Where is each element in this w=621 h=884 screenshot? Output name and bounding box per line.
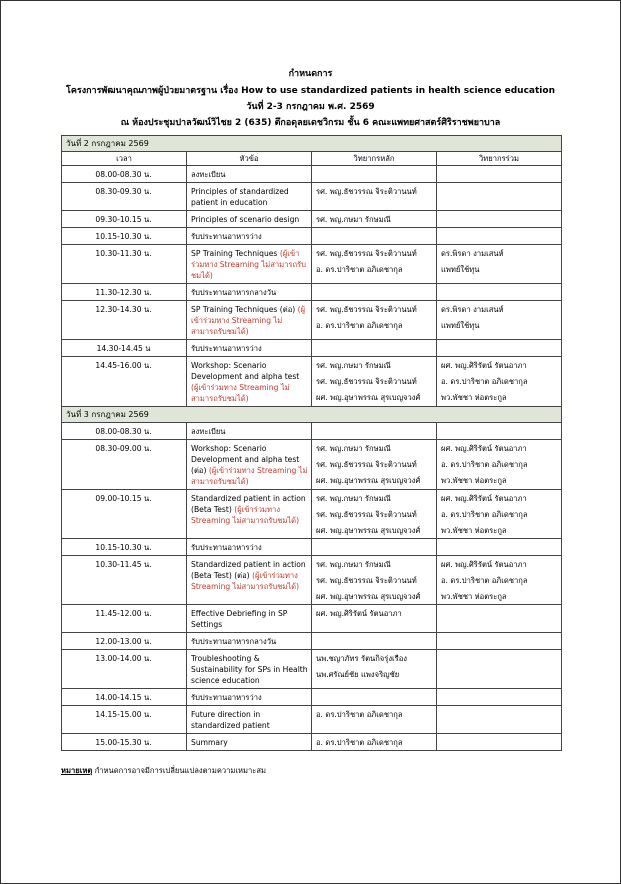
footnote-label: หมายเหตุ — [61, 766, 93, 775]
co-speakers — [437, 440, 562, 490]
co-speakers — [437, 689, 562, 706]
speaker-name: อ. ดร.ปาริชาต อภิเดชากุล — [441, 510, 528, 519]
session-topic — [187, 706, 312, 734]
co-speakers — [437, 734, 562, 751]
speaker-name: รศ. พญ.กษมา รักษมณี — [316, 444, 391, 453]
speaker-name: ผศ. พญ.อุษาพรรณ สุรเบญจวงศ์ — [316, 526, 421, 535]
footnote — [61, 765, 266, 777]
session-topic — [187, 556, 312, 605]
column-header: เวลา — [62, 152, 187, 166]
session-time: 09.00-10.15 น. — [62, 490, 187, 539]
table-row — [62, 340, 562, 357]
topic-text: Principles of standardized patient in education — [191, 187, 289, 207]
speaker-name: อ. ดร.ปาริชาต อภิเดชากุล — [316, 738, 403, 747]
table-row — [62, 284, 562, 301]
speaker-name: พว.พัชชา ห่อตระกูล — [441, 393, 507, 402]
speaker-name: แพทย์ใช้ทุน — [441, 321, 480, 330]
session-topic — [187, 490, 312, 539]
main-speakers — [312, 357, 437, 407]
session-time: 08.00-08.30 น. — [62, 166, 187, 183]
column-header: วิทยากรหลัก — [312, 152, 437, 166]
session-topic — [187, 357, 312, 407]
session-topic — [187, 689, 312, 706]
session-topic — [187, 284, 312, 301]
main-speakers — [312, 689, 437, 706]
table-row — [62, 357, 562, 407]
table-row — [62, 211, 562, 228]
co-speakers — [437, 340, 562, 357]
co-speakers — [437, 183, 562, 211]
session-time: 11.45-12.00 น. — [62, 605, 187, 633]
schedule-table — [61, 135, 562, 751]
session-time: 15.00-15.30 น. — [62, 734, 187, 751]
topic-text: SP Training Techniques (ต่อ) — [191, 305, 296, 314]
co-speakers — [437, 228, 562, 245]
speaker-name: อ. ดร.ปาริชาต อภิเดชากุล — [441, 377, 528, 386]
speaker-name: พว.พัชชา ห่อตระกูล — [441, 592, 507, 601]
topic-text: Standardized patient in action (Beta Test) — [191, 494, 306, 514]
table-row — [62, 556, 562, 605]
session-topic — [187, 423, 312, 440]
column-header-row — [62, 152, 562, 166]
column-header: หัวข้อ — [187, 152, 312, 166]
speaker-name: รศ. พญ.กษมา รักษมณี — [316, 215, 391, 224]
co-speakers — [437, 605, 562, 633]
session-topic — [187, 166, 312, 183]
topic-text: Workshop: Scenario Development and alpha test — [191, 361, 300, 381]
topic-text: รับประทานอาหารกลางวัน — [191, 637, 277, 646]
table-row — [62, 183, 562, 211]
event-venue: ณ ห้องประชุมปาลวัฒน์วิไชย 2 (635) ตึกอดุลยเดชวิกรม ชั้น 6 คณะแพทยศาสตร์ศิริราชพยาบาล — [120, 118, 501, 128]
main-speakers — [312, 734, 437, 751]
speaker-name: ผศ. พญ.อุษาพรรณ สุรเบญจวงศ์ — [316, 476, 421, 485]
speaker-name: ผศ. พญ.ศิริรัตน์ รัตนอาภา — [441, 444, 527, 453]
session-time: 11.30-12.30 น. — [62, 284, 187, 301]
table-row — [62, 605, 562, 633]
session-time: 10.15-10.30 น. — [62, 539, 187, 556]
main-speakers — [312, 556, 437, 605]
speaker-name: รศ. พญ.ธัชวรรณ จิระติวานนท์ — [316, 377, 417, 386]
speaker-name: รศ. พญ.กษมา รักษมณี — [316, 494, 391, 503]
speaker-name: พว.พัชชา ห่อตระกูล — [441, 526, 507, 535]
session-time: 08.30-09.30 น. — [62, 183, 187, 211]
session-time: 08.30-09.00 น. — [62, 440, 187, 490]
co-speakers — [437, 539, 562, 556]
main-speakers — [312, 650, 437, 689]
topic-text: Principles of scenario design — [191, 215, 300, 224]
speaker-name: รศ. พญ.ธัชวรรณ จิระติวานนท์ — [316, 510, 417, 519]
streaming-note: (ผู้เข้าร่วมทาง Streaming ไม่สามารถรับชมได้) — [191, 466, 308, 486]
event-dates: วันที่ 2-3 กรกฎาคม พ.ศ. 2569 — [246, 102, 375, 112]
main-speakers — [312, 605, 437, 633]
main-speakers — [312, 706, 437, 734]
project-name: โครงการพัฒนาคุณภาพผู้ป่วยมาตรฐาน เรื่อง How to use standardized patients in health science education — [66, 86, 555, 96]
session-time: 10.30-11.30 น. — [62, 245, 187, 284]
topic-text: SP Training Techniques — [191, 249, 278, 258]
speaker-name: ผศ. พญ.ศิริรัตน์ รัตนอาภา — [441, 494, 527, 503]
session-topic — [187, 650, 312, 689]
session-time: 12.30-14.30 น. — [62, 301, 187, 340]
co-speakers — [437, 284, 562, 301]
session-time: 09.30-10.15 น. — [62, 211, 187, 228]
streaming-note: (ผู้เข้าร่วมทาง Streaming ไม่สามารถรับชมได้) — [191, 249, 306, 280]
streaming-note: (ผู้เข้าร่วมทาง Streaming ไม่สามารถรับชมได้) — [191, 305, 306, 336]
co-speakers — [437, 211, 562, 228]
co-speakers — [437, 301, 562, 340]
session-topic — [187, 228, 312, 245]
speaker-name: รศ. พญ.ธัชวรรณ จิระติวานนท์ — [316, 305, 417, 314]
table-row — [62, 734, 562, 751]
co-speakers — [437, 423, 562, 440]
session-topic — [187, 539, 312, 556]
topic-text: Troubleshooting & Sustainability for SPs in Health science education — [191, 654, 308, 685]
session-time: 14.15-15.00 น. — [62, 706, 187, 734]
speaker-name: รศ. พญ.ธัชวรรณ จิระติวานนท์ — [316, 460, 417, 469]
speaker-name: รศ. พญ.กษมา รักษมณี — [316, 361, 391, 370]
topic-text: Future direction in standardized patient — [191, 710, 270, 730]
topic-text: Standardized patient in action (Beta Test) (ต่อ) — [191, 560, 306, 580]
footnote-text: กำหนดการอาจมีการเปลี่ยนแปลงตามความเหมาะสม — [94, 766, 267, 775]
main-speakers — [312, 340, 437, 357]
day-label: วันที่ 3 กรกฎาคม 2569 — [62, 407, 562, 423]
main-speakers — [312, 211, 437, 228]
day-label: วันที่ 2 กรกฎาคม 2569 — [62, 136, 562, 152]
speaker-name: แพทย์ใช้ทุน — [441, 265, 480, 274]
topic-text: Summary — [191, 738, 228, 747]
column-header: วิทยากรร่วม — [437, 152, 562, 166]
session-time: 13.00-14.00 น. — [62, 650, 187, 689]
topic-text: รับประทานอาหารว่าง — [191, 693, 262, 702]
speaker-name: อ. ดร.ปาริชาต อภิเดชากุล — [316, 710, 403, 719]
table-row — [62, 166, 562, 183]
co-speakers — [437, 490, 562, 539]
table-row — [62, 650, 562, 689]
speaker-name: อ. ดร.ปาริชาต อภิเดชากุล — [441, 460, 528, 469]
table-row — [62, 301, 562, 340]
day-header-row — [62, 136, 562, 152]
speaker-name: รศ. พญ.กษมา รักษมณี — [316, 560, 391, 569]
session-time: 14.00-14.15 น. — [62, 689, 187, 706]
main-speakers — [312, 166, 437, 183]
main-speakers — [312, 301, 437, 340]
session-time: 08.00-08.30 น. — [62, 423, 187, 440]
main-speakers — [312, 539, 437, 556]
co-speakers — [437, 556, 562, 605]
main-speakers — [312, 423, 437, 440]
table-row — [62, 245, 562, 284]
streaming-note: (ผู้เข้าร่วมทาง Streaming ไม่สามารถรับชมได้) — [191, 383, 290, 403]
table-row — [62, 423, 562, 440]
session-time: 12.00-13.00 น. — [62, 633, 187, 650]
co-speakers — [437, 245, 562, 284]
speaker-name: ผศ. พญ.ศิริรัตน์ รัตนอาภา — [441, 560, 527, 569]
main-speakers — [312, 228, 437, 245]
session-time: 10.15-10.30 น. — [62, 228, 187, 245]
topic-text: รับประทานอาหารว่าง — [191, 344, 262, 353]
table-row — [62, 490, 562, 539]
speaker-name: ดร.พิรดา งามเสนห์ — [441, 305, 504, 314]
speaker-name: อ. ดร.ปาริชาต อภิเดชากุล — [316, 265, 403, 274]
speaker-name: นพ.ศรัณย์ชัย แพงจริญชัย — [316, 670, 400, 679]
speaker-name: รศ. พญ.ธัชวรรณ จิระติวานนท์ — [316, 187, 417, 196]
table-row — [62, 706, 562, 734]
co-speakers — [437, 633, 562, 650]
speaker-name: อ. ดร.ปาริชาต อภิเดชากุล — [441, 576, 528, 585]
session-topic — [187, 211, 312, 228]
topic-text: Effective Debriefing in SP Settings — [191, 609, 288, 629]
session-topic — [187, 633, 312, 650]
co-speakers — [437, 650, 562, 689]
session-topic — [187, 183, 312, 211]
co-speakers — [437, 706, 562, 734]
topic-text: Workshop: Scenario Development and alpha test (ต่อ) — [191, 444, 300, 475]
speaker-name: รศ. พญ.ธัชวรรณ จิระติวานนท์ — [316, 249, 417, 258]
day-header-row — [62, 407, 562, 423]
co-speakers — [437, 357, 562, 407]
session-topic — [187, 301, 312, 340]
table-row — [62, 539, 562, 556]
session-time: 10.30-11.45 น. — [62, 556, 187, 605]
speaker-name: รศ. พญ.ธัชวรรณ จิระติวานนท์ — [316, 576, 417, 585]
co-speakers — [437, 166, 562, 183]
main-speakers — [312, 183, 437, 211]
document-title: กำหนดการ — [288, 69, 333, 79]
speaker-name: อ. ดร.ปาริชาต อภิเดชากุล — [316, 321, 403, 330]
main-speakers — [312, 490, 437, 539]
topic-text: รับประทานอาหารกลางวัน — [191, 288, 277, 297]
streaming-note: (ผู้เข้าร่วมทาง Streaming ไม่สามารถรับชมได้) — [191, 571, 300, 591]
main-speakers — [312, 440, 437, 490]
table-row — [62, 689, 562, 706]
session-topic — [187, 605, 312, 633]
session-topic — [187, 734, 312, 751]
speaker-name: ผศ. พญ.อุษาพรรณ สุรเบญจวงศ์ — [316, 393, 421, 402]
table-row — [62, 633, 562, 650]
speaker-name: ผศ. พญ.อุษาพรรณ สุรเบญจวงศ์ — [316, 592, 421, 601]
speaker-name: ผศ. พญ.ศิริรัตน์ รัตนอาภา — [441, 361, 527, 370]
topic-text: ลงทะเบียน — [191, 427, 226, 436]
session-time: 14.30-14.45 น — [62, 340, 187, 357]
topic-text: รับประทานอาหารว่าง — [191, 543, 262, 552]
main-speakers — [312, 284, 437, 301]
table-row — [62, 440, 562, 490]
session-topic — [187, 245, 312, 284]
speaker-name: พว.พัชชา ห่อตระกูล — [441, 476, 507, 485]
session-topic — [187, 340, 312, 357]
session-time: 14.45-16.00 น. — [62, 357, 187, 407]
speaker-name: ผศ. พญ.ศิริรัตน์ รัตนอาภา — [316, 609, 402, 618]
topic-text: รับประทานอาหารว่าง — [191, 232, 262, 241]
speaker-name: นพ.ชญาภัทร รัตนกิจรุ่งเรือง — [316, 654, 407, 663]
main-speakers — [312, 245, 437, 284]
streaming-note: (ผู้เข้าร่วมทาง Streaming ไม่สามารถรับชมได้) — [191, 505, 300, 525]
main-speakers — [312, 633, 437, 650]
topic-text: ลงทะเบียน — [191, 170, 226, 179]
table-row — [62, 228, 562, 245]
session-topic — [187, 440, 312, 490]
speaker-name: ดร.พิรดา งามเสนห์ — [441, 249, 504, 258]
